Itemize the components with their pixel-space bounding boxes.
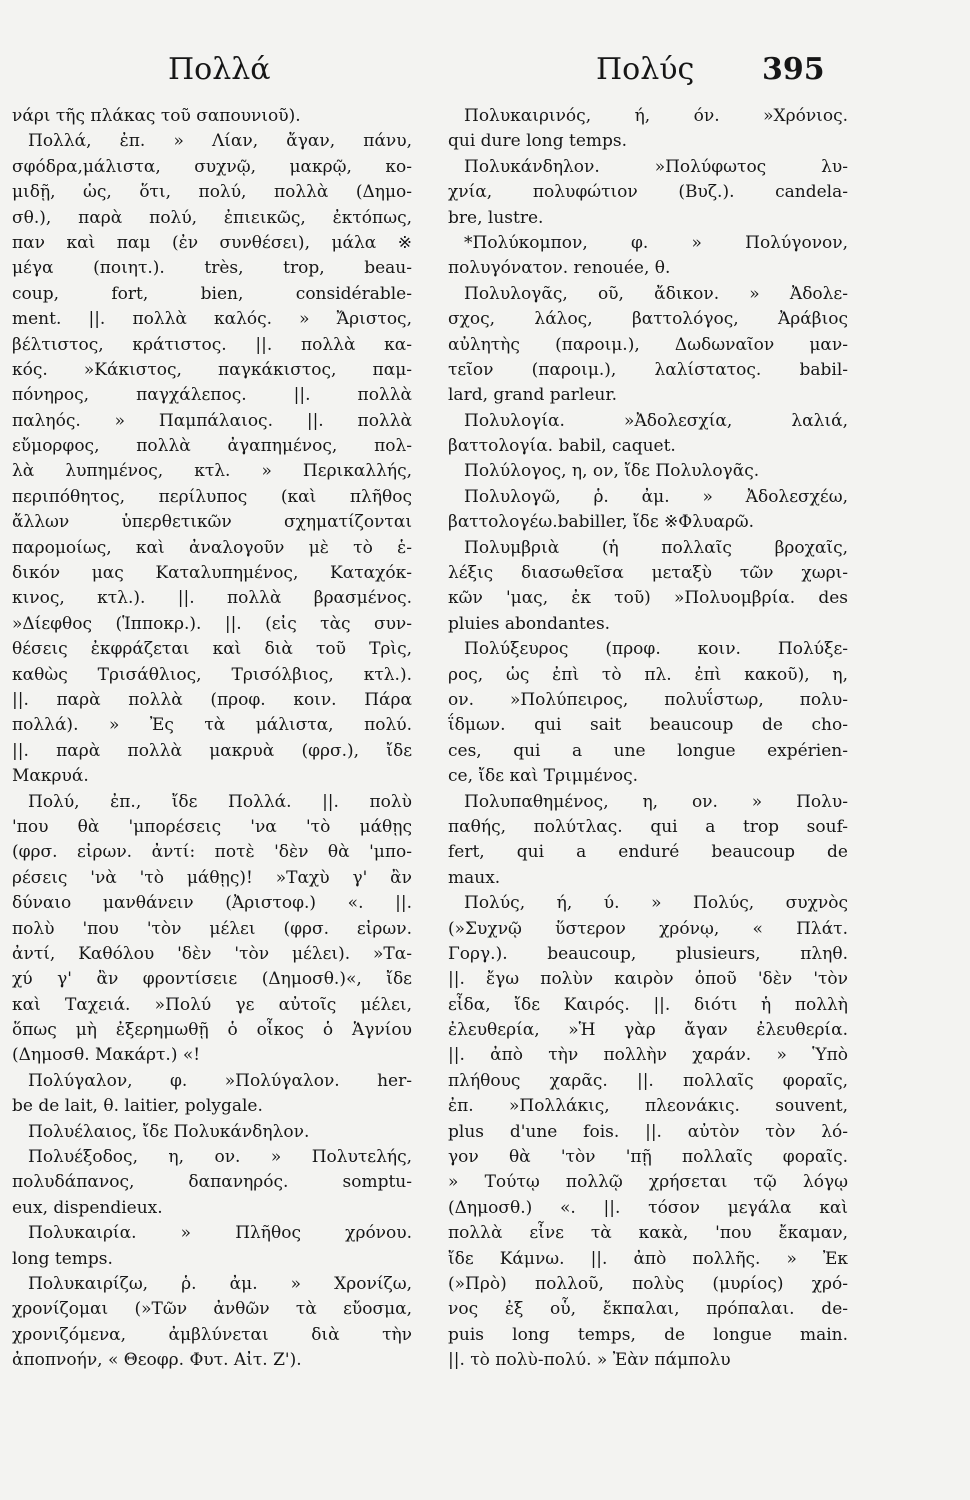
text-line: (»Συχνῷ ὕστερον χρόνῳ, « Πλάτ. (448, 918, 848, 939)
text-line: Πολυλογῶ, ῥ. ἀμ. » Ἀδολεσχέω, (464, 486, 848, 507)
text-line: Πολυκαιρίζω, ῥ. ἀμ. » Χρονίζω, (28, 1273, 412, 1294)
text-line: ce, ἴδε καὶ Τριμμένος. (448, 766, 639, 787)
text-line: σθ.), παρὰ πολύ, ἐπιεικῶς, ἐκτόπως, (12, 207, 412, 228)
text-line: Πολύς, ή, ύ. » Πολύς, συχνὸς (464, 893, 848, 914)
text-line: ἀντί, Καθόλου 'δὲν 'τὸν μέλει). »Τα- (12, 943, 412, 964)
running-head-right: Πολύς (596, 52, 695, 87)
text-line: Πολυέλαιος, ἴδε Πολυκάνδηλον. (28, 1121, 310, 1142)
text-line: λέξις διασωθεῖσα μεταξὺ τῶν χωρι- (448, 563, 848, 584)
text-line: *Πολύκομπον, φ. » Πολύγονον, (464, 232, 848, 253)
text-line: Πολυπαθημένος, η, ον. » Πολυ- (464, 791, 848, 812)
running-head-left: Πολλά (168, 52, 271, 87)
text-line: κινος, κτλ.). ||. πολλὰ βρασμένος. (12, 588, 412, 609)
text-line: bre, lustre. (448, 207, 544, 228)
text-line: τεῖον (παροιμ.), λαλίστατος. babil- (448, 359, 848, 380)
text-line: πολλά). » Ἐς τὰ μάλιστα, πολύ. (12, 715, 412, 736)
text-line: ΐδμων. qui sait beaucoup de cho- (448, 715, 848, 736)
text-line: πολυγόνατον. renouée, θ. (448, 258, 671, 279)
text-line: παληός. » Παμπάλαιος. ||. πολλὰ (12, 410, 412, 431)
text-line: πλήθους χαρᾶς. ||. πολλαῖς φοραῖς, (448, 1070, 848, 1091)
text-line: Πολύξευρος (προφ. κοιν. Πολύξε- (464, 639, 848, 660)
text-line: λὰ λυπημένος, κτλ. » Περικαλλής, (12, 461, 412, 482)
text-line: σχος, λάλος, βαττολόγος, Ἀράβιος (448, 309, 848, 330)
text-line: κῶν 'μας, ἐκ τοῦ) »Πολυομβρία. des (448, 588, 848, 609)
text-line: παρομοίως, καὶ ἀναλογοῦν μὲ τὸ ἑ- (12, 537, 412, 558)
text-line: πολὺ 'που 'τὸν μέλει (φρσ. εἰρων. (12, 918, 412, 939)
text-line: Πολυκαιρία. » Πλῆθος χρόνου. (28, 1223, 412, 1244)
text-line: καὶ Ταχειά. »Πολύ γε αὐτοῖς μέλει, (12, 994, 412, 1015)
right-column (448, 104, 848, 1374)
text-line: καθὼς Τρισάθλιος, Τρισόλβιος, κτλ.). (12, 664, 412, 685)
text-line: ment. ||. πολλὰ καλός. » Ἄριστος, (12, 309, 412, 330)
text-line: Πολυμβριὰ (ἡ πολλαῖς βροχαῖς, (464, 537, 848, 558)
text-line: χύ γ' ἂν φροντίσειε (Δημοσθ.)«, ἴδε (12, 969, 412, 990)
text-line: χρονίζομαι (»Τῶν ἀνθῶν τὰ εὔοσμα, (12, 1299, 412, 1320)
text-line: παν καὶ παμ (ἐν συνθέσει), μάλα ※ (12, 232, 412, 253)
text-line: Πολύ, ἐπ., ἴδε Πολλά. ||. πολὺ (28, 791, 412, 812)
text-line: δύναιο μανθάνειν (Ἀριστοφ.) «. ||. (12, 893, 412, 914)
text-line: πολλὰ εἶνε τὰ κακὰ, 'που ἔκαμαν, (448, 1223, 848, 1244)
text-line: ces, qui a une longue expérien- (448, 740, 848, 761)
text-line: Πολυέξοδος, η, ον. » Πολυτελής, (28, 1147, 412, 1168)
text-line: γον θὰ 'τὸν 'πῇ πολλαῖς φοραῖς. (448, 1147, 848, 1168)
text-line: maux. (448, 867, 501, 888)
text-line: pluies abondantes. (448, 613, 611, 634)
text-line: δικόν μας Καταλυπημένος, Καταχόκ- (12, 563, 412, 584)
text-line: πόνηρος, παγχάλεπος. ||. πολλὰ (12, 385, 412, 406)
text-line: Πολλά, ἐπ. » Λίαν, ἄγαν, πάνυ, (28, 131, 412, 152)
text-line: Πολυκάνδηλον. »Πολύφωτος λυ- (464, 156, 848, 177)
text-line: long temps. (12, 1248, 113, 1269)
text-line: βαττολογέω.babiller, ἴδε ※Φλυαρῶ. (448, 512, 755, 533)
text-line: (Δημοσθ. Μακάρτ.) «! (12, 1045, 201, 1066)
text-line: Πολύγαλον, φ. »Πολύγαλον. her- (28, 1070, 412, 1091)
text-line: ||. ἔγω πολὺν καιρὸν ὁποῦ 'δὲν 'τὸν (448, 969, 848, 990)
text-line: χρονιζόμενα, ἀμβλύνεται διὰ τὴν (12, 1324, 412, 1345)
text-line: Πολύλογος, η, ον, ἴδε Πολυλογᾶς. (464, 461, 760, 482)
text-line: coup, fort, bien, considérable- (12, 283, 412, 304)
text-line: περιπόθητος, περίλυπος (καὶ πλῆθος (12, 486, 412, 507)
text-line: μέγα (ποιητ.). très, trop, beau- (12, 258, 412, 279)
text-line: puis long temps, de longue main. (448, 1324, 848, 1345)
text-line: ἀποπνοήν, « Θεοφρ. Φυτ. Αἰτ. Ζ'). (12, 1350, 302, 1371)
text-line: Πολυκαιρινός, ή, όν. »Χρόνιος. (464, 106, 848, 126)
text-line: πολυδάπανος, δαπανηρός. somptu- (12, 1172, 412, 1193)
text-line: ὅπως μὴ ἐξερημωθῇ ὁ οἶκος ὁ Ἁγνίου (12, 1020, 412, 1041)
text-line: »Δίεφθος (Ἱπποκρ.). ||. (εἰς τὰς συν- (12, 613, 412, 634)
text-line: βέλτιστος, κράτιστος. ||. πολλὰ κα- (12, 334, 412, 355)
text-line: παθής, πολύτλας. qui a trop souf- (448, 816, 848, 837)
text-line: ἐλευθερία, »Ἡ γὰρ ἄγαν ἐλευθερία. (448, 1020, 848, 1041)
text-line: εἶδα, ἴδε Καιρός. ||. διότι ἡ πολλὴ (448, 994, 848, 1015)
text-line: μιδῇ, ὡς, ὅτι, πολύ, πολλὰ (Δημο- (12, 182, 412, 203)
text-line: Πολυλογία. »Ἀδολεσχία, λαλιά, (464, 410, 848, 431)
text-line: Πολυλογᾶς, οῦ, ἄδικον. » Ἀδολε- (464, 283, 848, 304)
page-number: 395 (762, 52, 825, 87)
text-line: νάρι τῆς πλάκας τοῦ σαπουνιοῦ). (12, 106, 301, 126)
text-line: Γοργ.). beaucoup, plusieurs, πληθ. (448, 943, 848, 964)
text-line: ||. ἀπὸ τὴν πολλὴν χαράν. » Ὑπὸ (448, 1045, 848, 1066)
text-line: εὔμορφος, πολλὰ ἀγαπημένος, πολ- (12, 436, 412, 457)
text-line: ἴδε Κάμνω. ||. ἀπὸ πολλῆς. » Ἐκ (448, 1248, 848, 1269)
text-line: ρος, ὡς ἐπὶ τὸ πλ. ἐπὶ κακοῦ), η, (448, 664, 848, 685)
text-line: » Τούτῳ πολλῷ χρήσεται τῷ λόγῳ (448, 1172, 848, 1193)
text-line: κός. »Κάκιστος, παγκάκιστος, παμ- (12, 359, 412, 380)
text-line: βαττολογία. babil, caquet. (448, 436, 676, 457)
text-line: 'που θὰ 'μπορέσεις 'να 'τὸ μάθῃς (12, 816, 412, 837)
text-line: ἐπ. »Πολλάκις, πλεονάκις. souvent, (448, 1096, 848, 1117)
text-line: (φρσ. εἰρων. ἀντί: ποτὲ 'δὲν θὰ 'μπο- (12, 842, 412, 863)
left-column (12, 104, 412, 1374)
text-line: ον. »Πολύπειρος, πολυΐστωρ, πολυ- (448, 689, 848, 710)
text-line: (»Πρὸ) πολλοῦ, πολὺς (μυρίος) χρό- (448, 1273, 848, 1294)
text-line: ||. τὸ πολὺ-πολύ. » Ἐὰν πάμπολυ (448, 1350, 731, 1371)
text-line: χνία, πολυφώτιον (Βυζ.). candela- (448, 182, 848, 203)
text-line: θέσεις ἐκφράζεται καὶ διὰ τοῦ Τρὶς, (12, 639, 412, 660)
text-line: νος ἐξ οὗ, ἔκπαλαι, πρόπαλαι. de- (448, 1299, 848, 1320)
text-line: ἄλλων ὑπερθετικῶν σχηματίζονται (12, 512, 412, 533)
text-line: σφόδρα,μάλιστα, συχνῷ, μακρῷ, κο- (12, 156, 412, 177)
text-line: (Δημοσθ.) «. ||. τόσον μεγάλα καὶ (448, 1197, 848, 1218)
text-line: ρέσεις 'νὰ 'τὸ μάθῃς)! »Ταχὺ γ' ἂν (12, 867, 412, 888)
text-line: fert, qui a enduré beaucoup de (448, 842, 848, 863)
text-line: be de lait, θ. laitier, polygale. (12, 1096, 263, 1117)
text-line: ||. παρὰ πολλὰ (προφ. κοιν. Πάρα (12, 689, 412, 710)
text-line: Μακρυά. (12, 766, 89, 787)
text-line: αὐλητὴς (παροιμ.), Δωδωναῖον μαν- (448, 334, 848, 355)
text-line: ||. παρὰ πολλὰ μακρυὰ (φρσ.), ἴδε (12, 740, 412, 761)
text-line: lard, grand parleur. (448, 385, 618, 406)
text-line: qui dure long temps. (448, 131, 628, 152)
text-line: eux, dispendieux. (12, 1197, 163, 1218)
text-line: plus d'une fois. ||. αὐτὸν τὸν λό- (448, 1121, 848, 1142)
